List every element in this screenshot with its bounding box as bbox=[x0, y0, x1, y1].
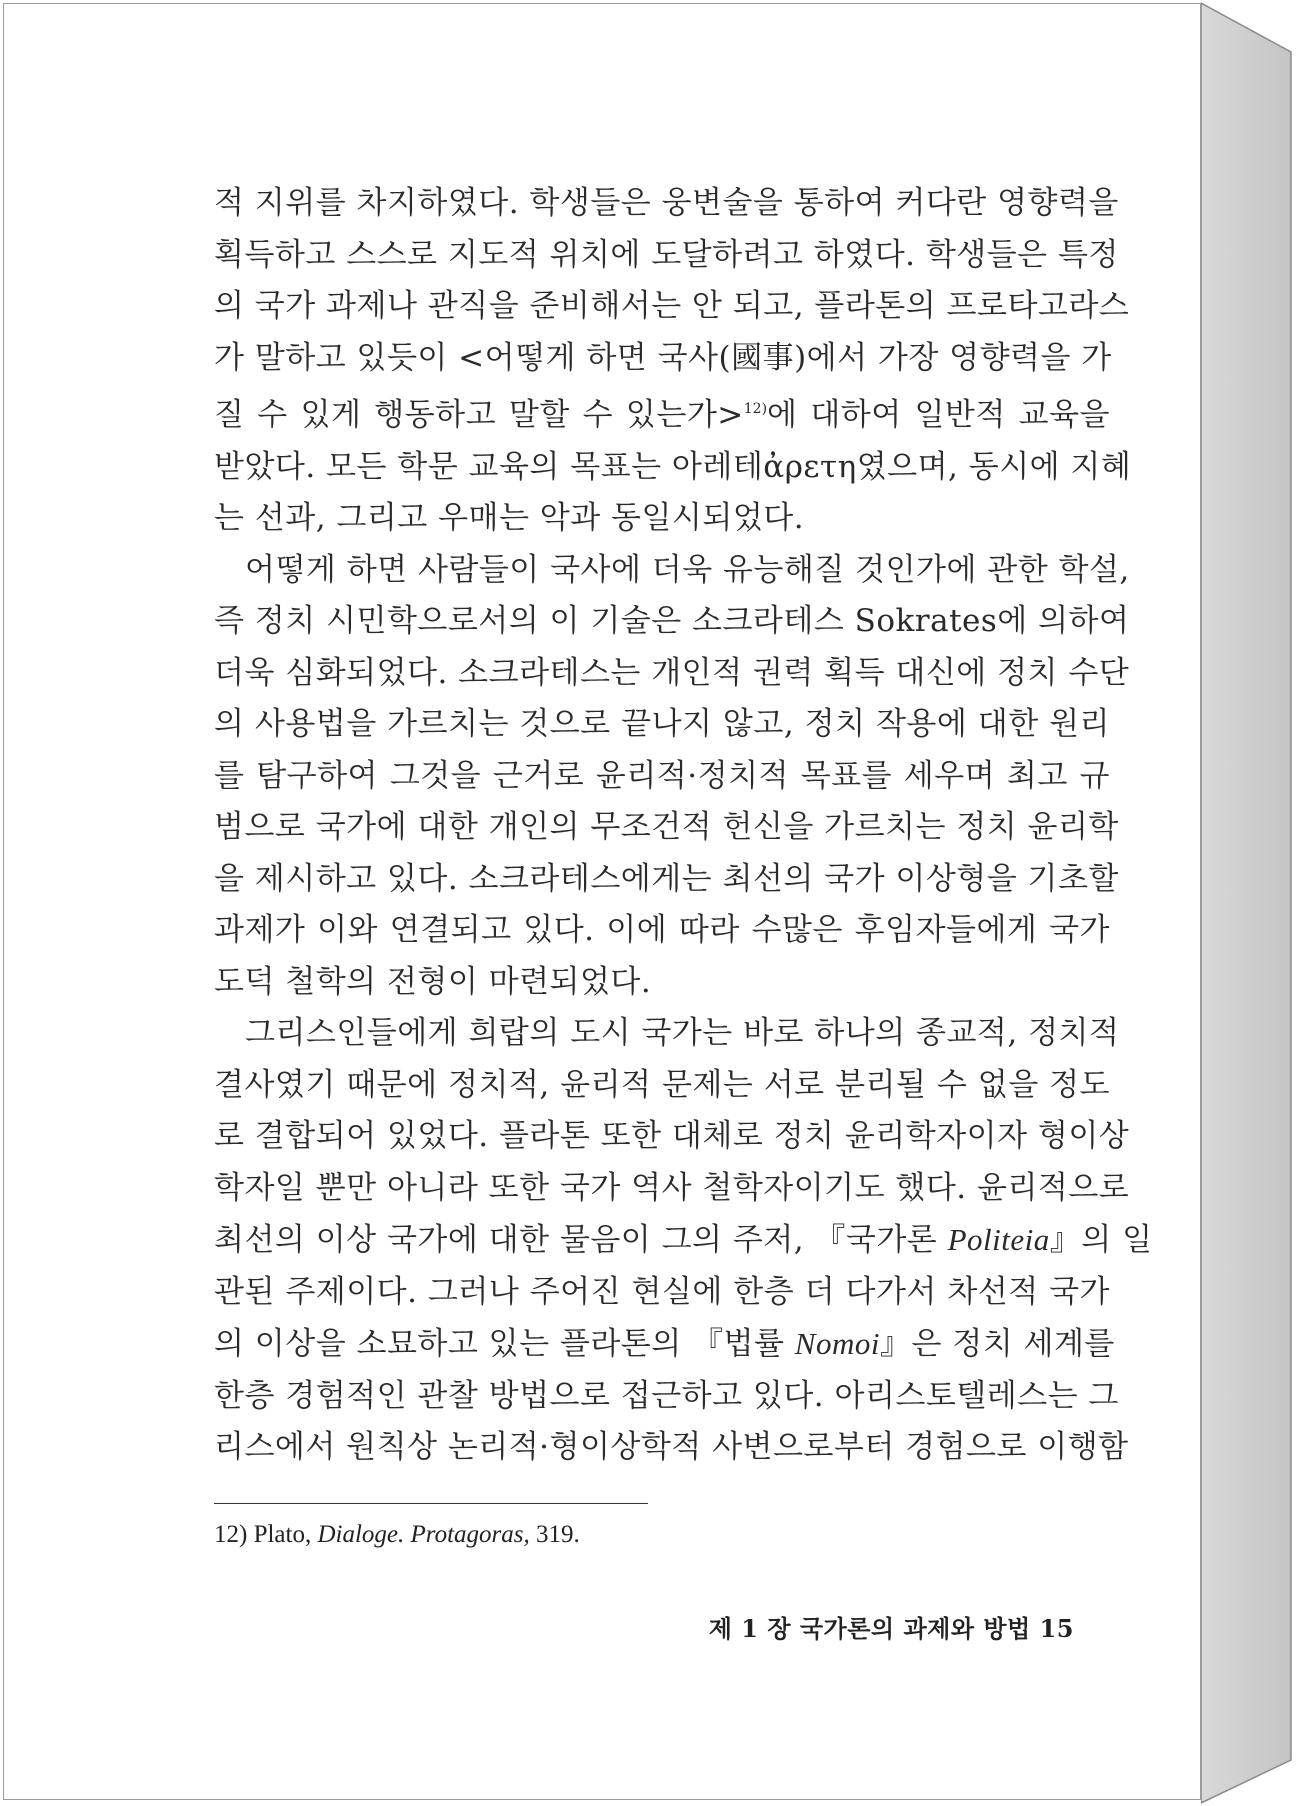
text-segment: 의 이상을 소묘하고 있는 플라톤의 『법률 bbox=[214, 1326, 795, 1362]
text-line: 로 결합되어 있었다. 플라톤 또한 대체로 정치 윤리학자이자 형이상 bbox=[214, 1118, 1130, 1154]
text-line: 어떻게 하면 사람들이 국사에 더욱 유능해질 것인가에 관한 학설, bbox=[245, 551, 1130, 588]
text-line-with-title bbox=[214, 1318, 1115, 1371]
running-footer: 제 1 장 국가론의 과제와 방법 15 bbox=[708, 1614, 1074, 1643]
text-line: 학자일 뿐만 아니라 또한 국가 역사 철학자이기도 했다. 윤리적으로 bbox=[214, 1169, 1130, 1206]
text-line: 는 선과, 그리고 우매는 악과 동일시되었다. bbox=[214, 500, 805, 536]
text-segment: 』의 일 bbox=[1049, 1222, 1153, 1258]
text-line: 의 사용법을 가르치는 것으로 끝나지 않고, 정치 작용에 대한 원리 bbox=[214, 706, 1110, 742]
footnote-author: Plato, bbox=[253, 1521, 312, 1548]
footnote-title: Dialoge. Protagoras, bbox=[317, 1521, 530, 1548]
text-line: 관된 주제이다. 그러나 주어진 현실에 한층 더 다가서 차선적 국가 bbox=[214, 1273, 1110, 1310]
text-line: 를 탐구하여 그것을 근거로 윤리적·정치적 목표를 세우며 최고 규 bbox=[214, 757, 1110, 794]
text-line: 도덕 철학의 전형이 마련되었다. bbox=[214, 963, 652, 1000]
text-line: 범으로 국가에 대한 개인의 무조건적 헌신을 가르치는 정치 윤리학 bbox=[214, 809, 1119, 845]
text-segment: 』은 정치 세계를 bbox=[879, 1326, 1115, 1362]
text-line-with-title bbox=[214, 1214, 1153, 1267]
paragraph-1 bbox=[214, 178, 1132, 545]
paragraph-3 bbox=[214, 1008, 1153, 1474]
footnote-number: 12) bbox=[214, 1521, 248, 1548]
footnote-page: 319. bbox=[536, 1521, 580, 1548]
book-spine bbox=[1201, 0, 1311, 1806]
book-title-nomoi: Nomoi bbox=[794, 1326, 880, 1361]
text-line: 더욱 심화되었다. 소크라테스는 개인적 권력 획득 대신에 정치 수단 bbox=[214, 654, 1130, 691]
text-line: 의 국가 과제나 관직을 준비해서는 안 되고, 플라톤의 프로타고라스 bbox=[214, 288, 1130, 324]
text-line: 결사였기 때문에 정치적, 윤리적 문제는 서로 분리될 수 없을 정도 bbox=[214, 1066, 1110, 1103]
text-line: 을 제시하고 있다. 소크라테스에게는 최선의 국가 이상형을 기초할 bbox=[214, 860, 1119, 897]
text-line: 한층 경험적인 관찰 방법으로 접근하고 있다. 아리스토텔레스는 그 bbox=[214, 1377, 1119, 1414]
text-line: 가 말하고 있듯이 <어떻게 하면 국사(國事)에서 가장 영향력을 가 bbox=[214, 339, 1112, 376]
text-line: 적 지위를 차지하였다. 학생들은 웅변술을 통하여 커다란 영향력을 bbox=[214, 185, 1119, 221]
text-line: 그리스인들에게 희랍의 도시 국가는 바로 하나의 종교적, 정치적 bbox=[245, 1015, 1120, 1051]
text-line: 즉 정치 시민학으로서의 이 기술은 소크라테스 Sokrates에 의하여 bbox=[214, 603, 1130, 639]
text-segment: 에 대하여 일반적 교육을 bbox=[767, 397, 1111, 433]
book-spine-shape bbox=[1201, 0, 1311, 1806]
text-line: 과제가 이와 연결되고 있다. 이에 따라 수많은 후임자들에게 국가 bbox=[214, 912, 1110, 948]
text-line: 획득하고 스스로 지도적 위치에 도달하려고 하였다. 학생들은 특정 bbox=[214, 236, 1119, 273]
footnote-reference[interactable]: 12) bbox=[743, 401, 768, 417]
text-line-with-footnote bbox=[214, 384, 1110, 442]
text-segment: 질 수 있게 행동하고 말할 수 있는가> bbox=[214, 397, 744, 433]
text-segment: 최선의 이상 국가에 대한 물음이 그의 주저, 『국가론 bbox=[214, 1222, 948, 1258]
footnote-12 bbox=[214, 1521, 1110, 1549]
text-line: 리스에서 원칙상 논리적·형이상학적 사변으로부터 경험으로 이행함 bbox=[214, 1429, 1129, 1465]
text-line: 받았다. 모든 학문 교육의 목표는 아레테ἀρετη였으며, 동시에 지혜 bbox=[214, 448, 1132, 485]
paragraph-2 bbox=[214, 545, 1130, 1009]
book-title-politeia: Politeia bbox=[947, 1222, 1050, 1257]
body-text bbox=[214, 178, 1153, 1474]
footnote-divider bbox=[214, 1503, 648, 1504]
